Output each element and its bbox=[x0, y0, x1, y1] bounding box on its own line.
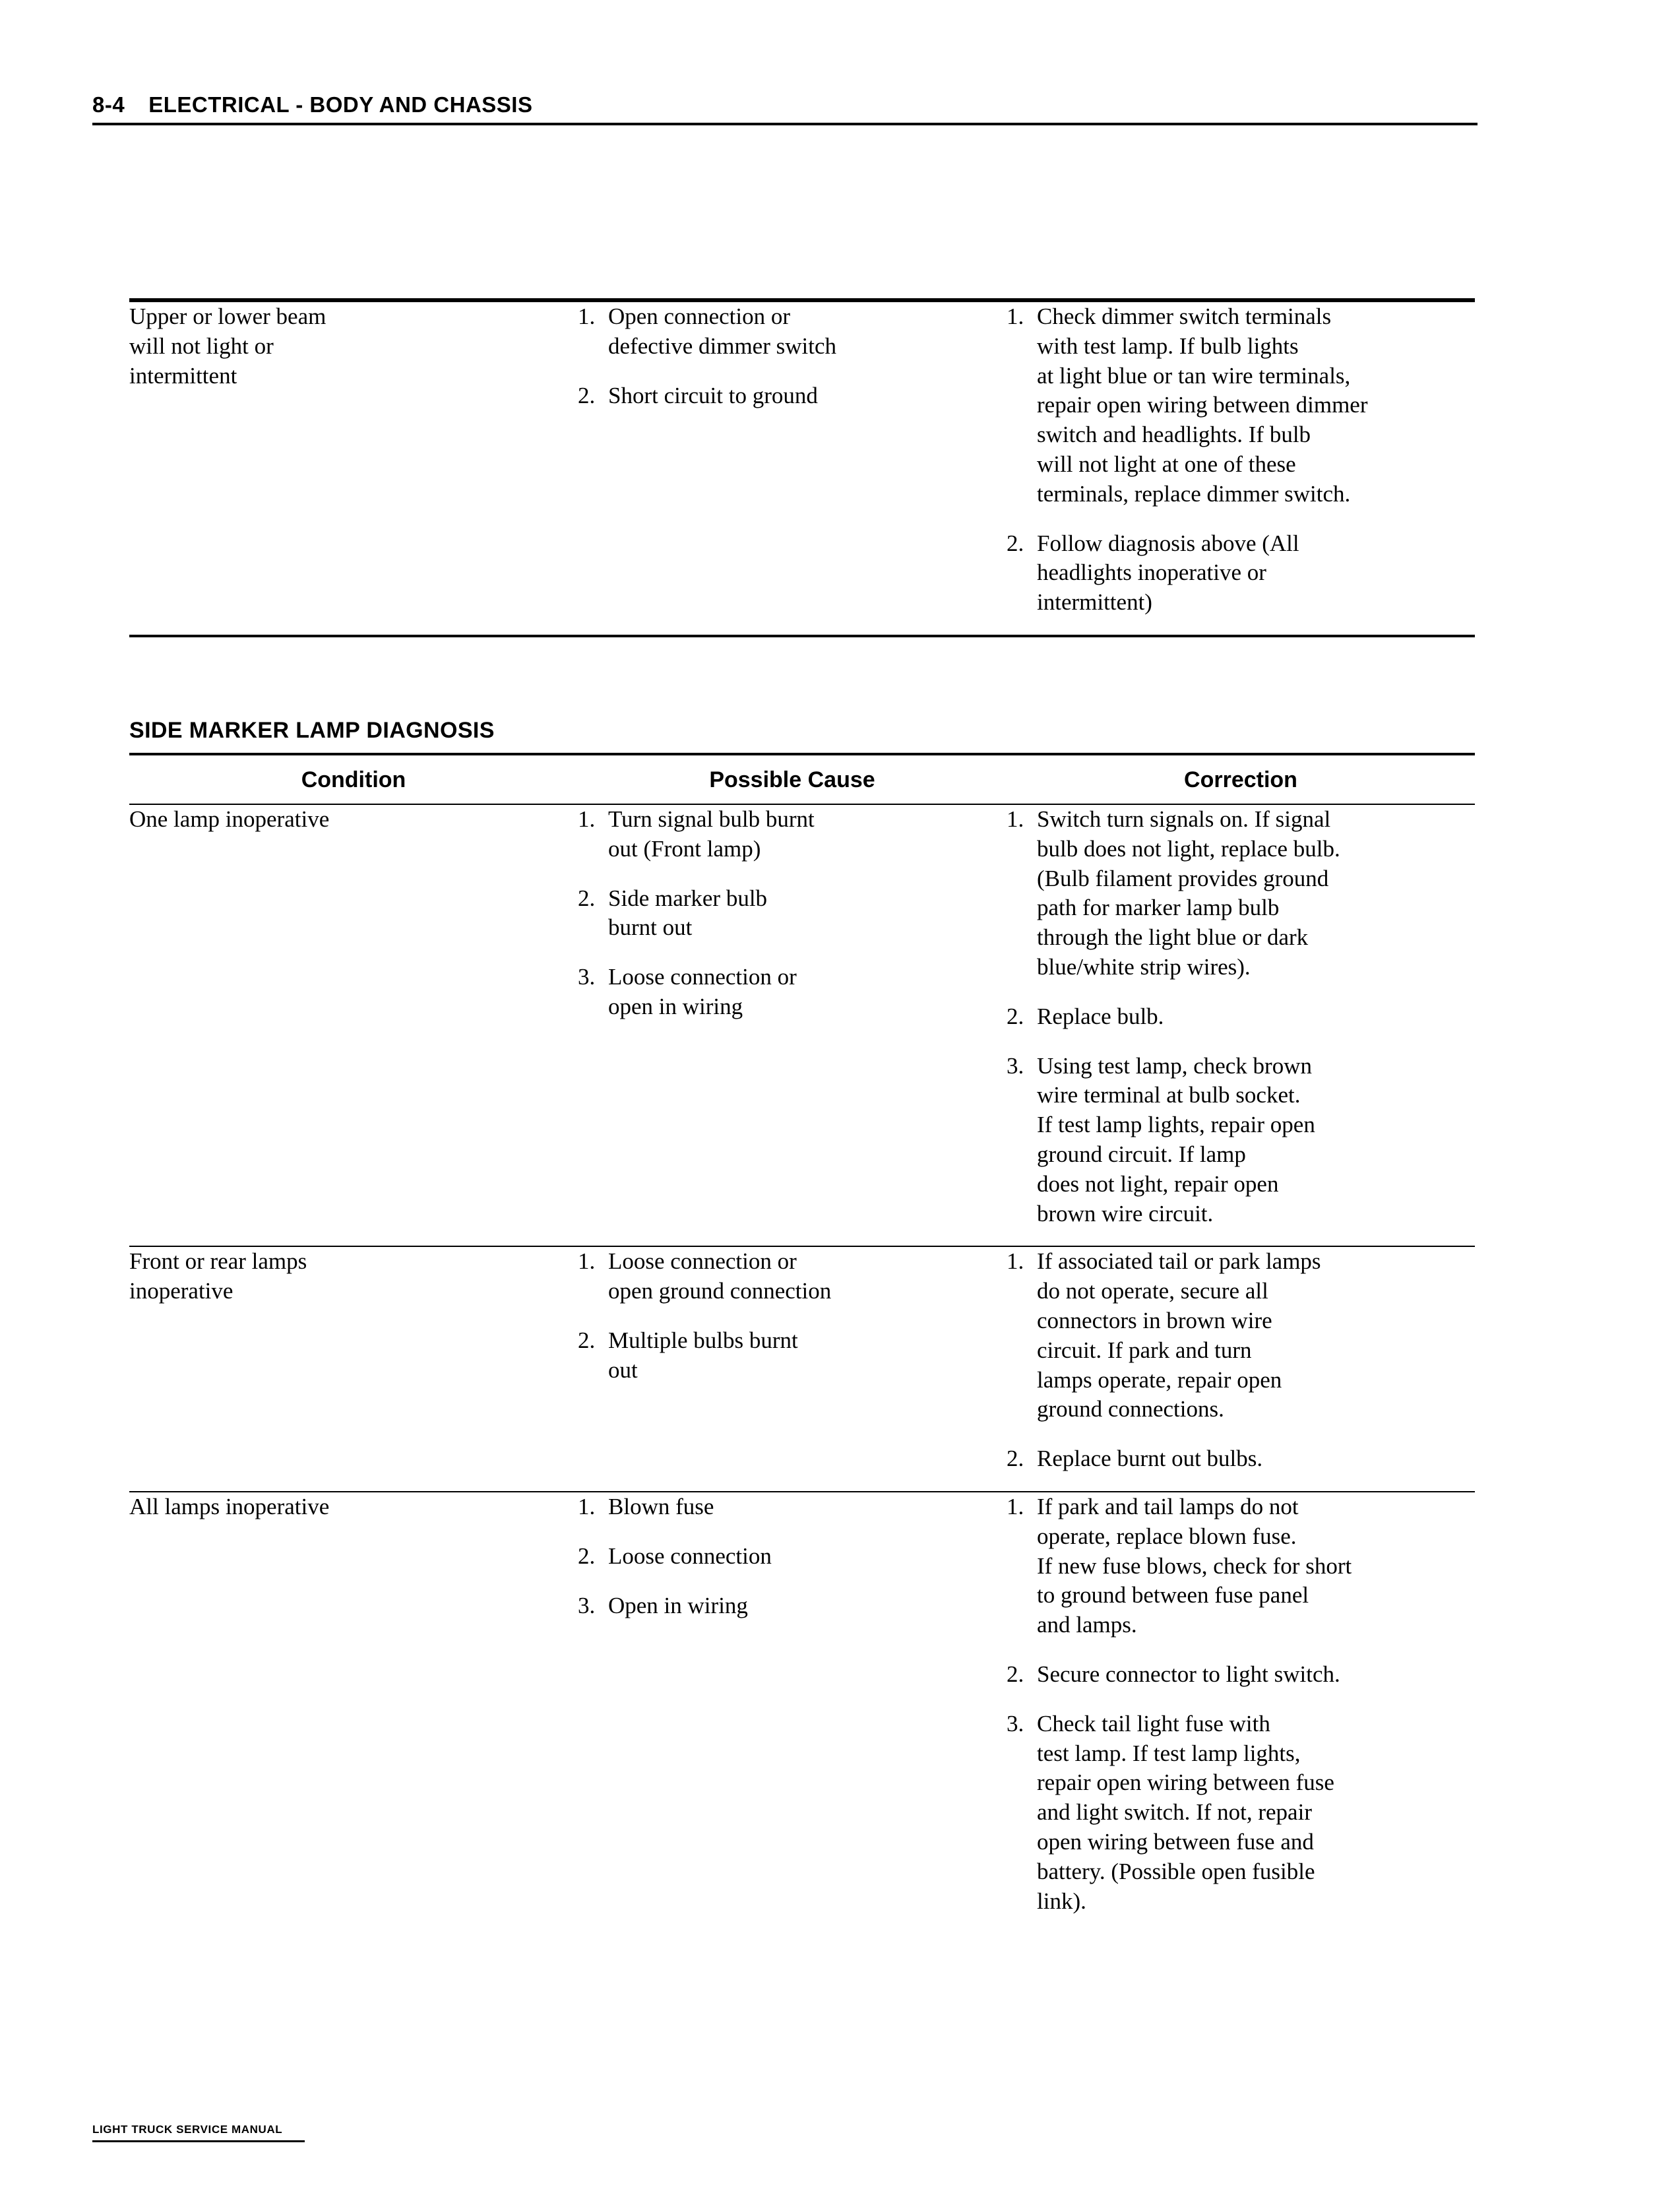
text-line: terminals, replace dimmer switch. bbox=[1037, 480, 1351, 507]
cause-item-number: 2. bbox=[578, 1327, 596, 1353]
text-line: Turn signal bulb burnt bbox=[608, 806, 815, 832]
text-line: blue/white strip wires). bbox=[1037, 953, 1251, 980]
correction-item-number: 1. bbox=[1007, 806, 1024, 832]
cause-item-text bbox=[608, 1326, 1007, 1386]
column-header-correction: Correction bbox=[1184, 767, 1297, 792]
correction-item-number: 1. bbox=[1007, 1493, 1024, 1519]
text-line: Check tail light fuse with bbox=[1037, 1710, 1270, 1737]
table-row bbox=[129, 1492, 1475, 1916]
text-line: and light switch. If not, repair bbox=[1037, 1799, 1312, 1826]
row-separator bbox=[129, 1228, 1475, 1247]
text-line: wire terminal at bulb socket. bbox=[1037, 1082, 1301, 1108]
text-line: Loose connection or bbox=[608, 1248, 797, 1275]
cause-item-number: 1. bbox=[578, 1493, 596, 1519]
text-line: out (Front lamp) bbox=[608, 835, 761, 862]
text-line: test lamp. If test lamp lights, bbox=[1037, 1740, 1301, 1766]
text-line: If new fuse blows, check for short bbox=[1037, 1552, 1352, 1579]
column-header-possible-cause: Possible Cause bbox=[709, 767, 875, 792]
text-line: lamps operate, repair open bbox=[1037, 1366, 1282, 1393]
cause-item-text bbox=[608, 963, 1007, 1022]
text-line: Follow diagnosis above (All bbox=[1037, 530, 1299, 556]
text-line: battery. (Possible open fusible bbox=[1037, 1858, 1315, 1884]
correction-item bbox=[1007, 1709, 1475, 1917]
correction-item-text bbox=[1037, 1660, 1475, 1690]
cause-item bbox=[578, 1247, 1007, 1306]
cause-item-number: 2. bbox=[578, 1543, 596, 1569]
text-line: repair open wiring between dimmer bbox=[1037, 392, 1368, 418]
correction-item-number: 2. bbox=[1007, 1446, 1024, 1472]
correction-item-text bbox=[1037, 1709, 1475, 1917]
cause-item-number: 2. bbox=[578, 382, 596, 408]
text-line: connectors in brown wire bbox=[1037, 1307, 1272, 1333]
cause-item bbox=[578, 963, 1007, 1022]
correction-item-text bbox=[1037, 1247, 1475, 1424]
header-line bbox=[92, 92, 1478, 117]
cell-possible-cause bbox=[578, 1247, 1007, 1474]
cell-condition bbox=[129, 1247, 578, 1474]
column-header-condition: Condition bbox=[301, 767, 406, 792]
text-line: open in wiring bbox=[608, 993, 743, 1019]
text-line: operate, replace blown fuse. bbox=[1037, 1523, 1297, 1549]
text-line: brown wire circuit. bbox=[1037, 1200, 1214, 1227]
cause-item bbox=[578, 1542, 1007, 1572]
cell-condition bbox=[129, 1492, 578, 1916]
row-separator bbox=[129, 1474, 1475, 1492]
text-line: Short circuit to ground bbox=[608, 382, 818, 408]
correction-item bbox=[1007, 529, 1475, 618]
correction-item bbox=[1007, 805, 1475, 982]
condition-text bbox=[129, 805, 578, 835]
condition-text bbox=[129, 302, 578, 391]
correction-item-text bbox=[1037, 805, 1475, 982]
text-line: with test lamp. If bulb lights bbox=[1037, 333, 1299, 359]
cause-item-text bbox=[608, 1542, 1007, 1572]
correction-item-text bbox=[1037, 1002, 1475, 1032]
correction-item bbox=[1007, 1247, 1475, 1424]
cause-item-text bbox=[608, 805, 1007, 864]
condition-text bbox=[129, 1492, 578, 1522]
cell-correction bbox=[1007, 805, 1475, 1228]
cause-item-number: 2. bbox=[578, 885, 596, 911]
text-line: Loose connection bbox=[608, 1543, 772, 1569]
text-line: open ground connection bbox=[608, 1278, 832, 1304]
footer-divider bbox=[92, 2140, 305, 2142]
text-line: through the light blue or dark bbox=[1037, 924, 1309, 951]
text-line: Loose connection or bbox=[608, 964, 797, 990]
correction-item-number: 3. bbox=[1007, 1052, 1024, 1079]
text-line: Upper or lower beam bbox=[129, 303, 327, 329]
table-row bbox=[129, 805, 1475, 1228]
section-title: SIDE MARKER LAMP DIAGNOSIS bbox=[129, 718, 495, 743]
cause-item-text bbox=[608, 1247, 1007, 1306]
correction-item bbox=[1007, 1492, 1475, 1640]
correction-item-text bbox=[1037, 302, 1475, 509]
side-marker-table bbox=[129, 805, 1475, 1916]
text-line: Open in wiring bbox=[608, 1592, 748, 1618]
text-line: Switch turn signals on. If signal bbox=[1037, 806, 1331, 832]
text-line: headlights inoperative or bbox=[1037, 559, 1266, 586]
correction-item-number: 1. bbox=[1007, 303, 1024, 329]
text-line: One lamp inoperative bbox=[129, 806, 330, 832]
table-row bbox=[129, 1247, 1475, 1474]
cause-item bbox=[578, 1326, 1007, 1386]
text-line: If associated tail or park lamps bbox=[1037, 1248, 1321, 1275]
cause-item bbox=[578, 884, 1007, 943]
correction-item-number: 1. bbox=[1007, 1248, 1024, 1275]
text-line: inoperative bbox=[129, 1278, 233, 1304]
text-line: Front or rear lamps bbox=[129, 1248, 307, 1275]
text-line: intermittent) bbox=[1037, 589, 1152, 616]
page-number: 8-4 bbox=[92, 92, 125, 117]
cause-item bbox=[578, 805, 1007, 864]
cause-item bbox=[578, 1591, 1007, 1621]
text-line: Blown fuse bbox=[608, 1493, 714, 1519]
text-line: will not light at one of these bbox=[1037, 451, 1296, 477]
cell-condition bbox=[129, 302, 578, 618]
text-line: out bbox=[608, 1356, 638, 1383]
text-line: Open connection or bbox=[608, 303, 791, 329]
text-line: Multiple bulbs burnt bbox=[608, 1327, 798, 1353]
page-header bbox=[92, 92, 1478, 125]
cause-item-number: 1. bbox=[578, 806, 596, 832]
text-line: Check dimmer switch terminals bbox=[1037, 303, 1332, 329]
text-line: do not operate, secure all bbox=[1037, 1278, 1268, 1304]
correction-item-number: 3. bbox=[1007, 1710, 1024, 1737]
cause-item bbox=[578, 1492, 1007, 1522]
page-title: ELECTRICAL - BODY AND CHASSIS bbox=[148, 92, 533, 117]
table-row bbox=[129, 302, 1475, 618]
cell-possible-cause bbox=[578, 805, 1007, 1228]
correction-item-number: 2. bbox=[1007, 1661, 1024, 1687]
text-line: switch and headlights. If bulb bbox=[1037, 422, 1311, 448]
correction-item bbox=[1007, 302, 1475, 509]
footer-text: LIGHT TRUCK SERVICE MANUAL bbox=[92, 2123, 283, 2136]
text-line: Replace burnt out bulbs. bbox=[1037, 1446, 1263, 1472]
text-line: path for marker lamp bulb bbox=[1037, 895, 1280, 921]
text-line: does not light, repair open bbox=[1037, 1170, 1279, 1197]
text-line: open wiring between fuse and bbox=[1037, 1828, 1314, 1855]
cause-item bbox=[578, 302, 1007, 362]
text-line: bulb does not light, replace bulb. bbox=[1037, 835, 1340, 862]
text-line: at light blue or tan wire terminals, bbox=[1037, 362, 1351, 389]
text-line: defective dimmer switch bbox=[608, 333, 836, 359]
cause-item-text bbox=[608, 381, 1007, 411]
cause-item-number: 1. bbox=[578, 1248, 596, 1275]
text-line: to ground between fuse panel bbox=[1037, 1582, 1309, 1609]
text-line: burnt out bbox=[608, 914, 693, 941]
text-line: If test lamp lights, repair open bbox=[1037, 1112, 1315, 1138]
text-line: Secure connector to light switch. bbox=[1037, 1661, 1340, 1687]
headlamp-diagnosis-table bbox=[129, 298, 1475, 637]
correction-item-text bbox=[1037, 1052, 1475, 1229]
column-headers bbox=[129, 755, 1475, 804]
cell-correction bbox=[1007, 1492, 1475, 1916]
cause-item-number: 3. bbox=[578, 1592, 596, 1618]
correction-item-text bbox=[1037, 529, 1475, 618]
headlamp-table bbox=[129, 302, 1475, 618]
correction-item-text bbox=[1037, 1444, 1475, 1474]
correction-item-text bbox=[1037, 1492, 1475, 1640]
cell-possible-cause bbox=[578, 302, 1007, 618]
cause-item-text bbox=[608, 884, 1007, 943]
text-line: ground circuit. If lamp bbox=[1037, 1141, 1246, 1167]
cause-item-text bbox=[608, 302, 1007, 362]
page-footer bbox=[92, 2123, 686, 2142]
table-bottom-rule bbox=[129, 635, 1475, 637]
side-marker-diagnosis-section bbox=[129, 707, 1475, 1916]
text-line: link). bbox=[1037, 1888, 1086, 1914]
text-line: will not light or bbox=[129, 333, 274, 359]
correction-item bbox=[1007, 1444, 1475, 1474]
correction-item-number: 2. bbox=[1007, 530, 1024, 556]
text-line: All lamps inoperative bbox=[129, 1493, 330, 1519]
text-line: ground connections. bbox=[1037, 1396, 1224, 1422]
cause-item-text bbox=[608, 1591, 1007, 1621]
text-line: Using test lamp, check brown bbox=[1037, 1052, 1312, 1079]
text-line: (Bulb filament provides ground bbox=[1037, 865, 1329, 891]
text-line: Side marker bulb bbox=[608, 885, 768, 911]
correction-item bbox=[1007, 1002, 1475, 1032]
text-line: If park and tail lamps do not bbox=[1037, 1493, 1299, 1519]
cell-condition bbox=[129, 805, 578, 1228]
text-line: circuit. If park and turn bbox=[1037, 1337, 1252, 1363]
cause-item-number: 3. bbox=[578, 964, 596, 990]
cause-item-text bbox=[608, 1492, 1007, 1522]
cell-correction bbox=[1007, 302, 1475, 618]
cell-correction bbox=[1007, 1247, 1475, 1474]
text-line: Replace bulb. bbox=[1037, 1003, 1164, 1029]
correction-item-number: 2. bbox=[1007, 1003, 1024, 1029]
text-line: repair open wiring between fuse bbox=[1037, 1769, 1334, 1796]
text-line: intermittent bbox=[129, 362, 237, 389]
cause-item-number: 1. bbox=[578, 303, 596, 329]
correction-item bbox=[1007, 1660, 1475, 1690]
text-line: and lamps. bbox=[1037, 1612, 1137, 1638]
correction-item bbox=[1007, 1052, 1475, 1229]
cell-possible-cause bbox=[578, 1492, 1007, 1916]
header-divider bbox=[92, 123, 1478, 125]
condition-text bbox=[129, 1247, 578, 1306]
cause-item bbox=[578, 381, 1007, 411]
